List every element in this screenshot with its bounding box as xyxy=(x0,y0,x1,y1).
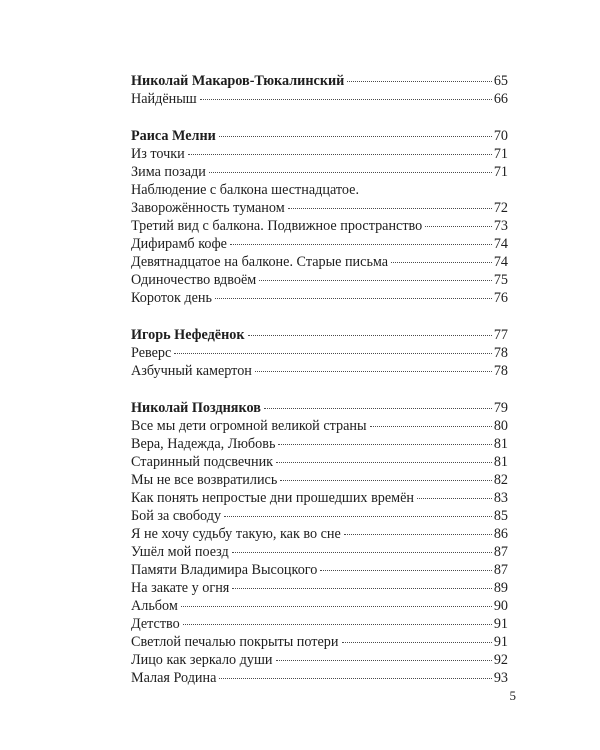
dot-leader xyxy=(183,624,492,625)
dot-leader xyxy=(232,588,491,589)
page-ref: 80 xyxy=(493,418,508,434)
dot-leader xyxy=(347,81,491,82)
entry-title: Азбучный камертон xyxy=(131,363,252,379)
toc-author-entry xyxy=(131,326,508,344)
dot-leader xyxy=(224,516,492,517)
entry-title: Найдёныш xyxy=(131,91,197,107)
entry-title: Памяти Владимира Высоцкого xyxy=(131,562,318,578)
page-number: 5 xyxy=(509,688,516,703)
page-ref: 89 xyxy=(493,580,508,596)
entry-title: Светлой печалью покрыты потери xyxy=(131,634,339,650)
toc-entry xyxy=(131,597,508,615)
toc-entry xyxy=(131,435,508,453)
dot-leader xyxy=(259,280,492,281)
entry-title: Альбом xyxy=(131,598,178,614)
author-name: Николай Поздняков xyxy=(131,400,261,416)
dot-leader xyxy=(417,498,492,499)
page-ref: 91 xyxy=(493,616,508,632)
toc-entry xyxy=(131,271,508,289)
page-ref: 70 xyxy=(493,128,508,144)
page-ref: 87 xyxy=(493,544,508,560)
entry-title: Одиночество вдвоём xyxy=(131,272,257,288)
page-ref: 81 xyxy=(493,454,508,470)
toc-entry xyxy=(131,90,508,108)
toc-entry xyxy=(131,669,508,687)
entry-title: Малая Родина xyxy=(131,670,217,686)
author-name: Раиса Мелни xyxy=(131,128,216,144)
author-name: Игорь Нефедёнок xyxy=(131,327,245,343)
entry-title: Из точки xyxy=(131,146,185,162)
dot-leader xyxy=(219,136,492,137)
entry-title: Дифирамб кофе xyxy=(131,236,227,252)
page-ref: 86 xyxy=(493,526,508,542)
dot-leader xyxy=(344,534,492,535)
page-ref: 78 xyxy=(493,363,508,379)
toc-section xyxy=(131,326,508,380)
toc-entry xyxy=(131,489,508,507)
entry-title: Все мы дети огромной великой страны xyxy=(131,418,367,434)
page-ref: 75 xyxy=(493,272,508,288)
page-ref: 72 xyxy=(493,200,508,216)
page-ref: 76 xyxy=(493,290,508,306)
toc-author-entry xyxy=(131,72,508,90)
toc-entry xyxy=(131,543,508,561)
page-ref: 87 xyxy=(493,562,508,578)
toc-entry xyxy=(131,235,508,253)
entry-title: Наблюдение с балкона шестнадцатое. xyxy=(131,182,360,198)
entry-title: Лицо как зеркало души xyxy=(131,652,273,668)
dot-leader xyxy=(320,570,491,571)
toc-entry xyxy=(131,453,508,471)
dot-leader xyxy=(209,172,492,173)
dot-leader xyxy=(264,408,492,409)
toc-entry xyxy=(131,525,508,543)
page-ref: 81 xyxy=(493,436,508,452)
page-ref: 74 xyxy=(493,236,508,252)
entry-title: Короток день xyxy=(131,290,212,306)
dot-leader xyxy=(188,154,492,155)
entry-title: Мы не все возвратились xyxy=(131,472,278,488)
dot-leader xyxy=(276,660,492,661)
entry-title: На закате у огня xyxy=(131,580,230,596)
author-name: Николай Макаров-Тюкалинский xyxy=(131,73,345,89)
page-ref: 73 xyxy=(493,218,508,234)
dot-leader xyxy=(370,426,492,427)
toc-author-entry xyxy=(131,127,508,145)
entry-title: Как понять непростые дни прошедших времён xyxy=(131,490,415,506)
toc-entry xyxy=(131,253,508,271)
toc-entry xyxy=(131,163,508,181)
entry-title: Вера, Надежда, Любовь xyxy=(131,436,276,452)
dot-leader xyxy=(278,444,491,445)
page-ref: 71 xyxy=(493,164,508,180)
entry-title: Бой за свободу xyxy=(131,508,222,524)
dot-leader xyxy=(181,606,492,607)
page-ref: 79 xyxy=(493,400,508,416)
toc-entry xyxy=(131,289,508,307)
toc-entry xyxy=(131,362,508,380)
entry-title: Третий вид с балкона. Подвижное пространство xyxy=(131,218,423,234)
dot-leader xyxy=(219,678,491,679)
toc-entry xyxy=(131,633,508,651)
entry-title: Девятнадцатое на балконе. Старые письма xyxy=(131,254,389,270)
toc-entry xyxy=(131,507,508,525)
page-ref: 66 xyxy=(493,91,508,107)
entry-title: Я не хочу судьбу такую, как во сне xyxy=(131,526,341,542)
dot-leader xyxy=(174,353,492,354)
dot-leader xyxy=(276,462,492,463)
toc-entry xyxy=(131,344,508,362)
page-ref: 93 xyxy=(493,670,508,686)
toc-entry xyxy=(131,561,508,579)
page-ref: 91 xyxy=(493,634,508,650)
entry-title: Реверс xyxy=(131,345,172,361)
toc-entry xyxy=(131,145,508,163)
toc-entry xyxy=(131,181,508,199)
toc-entry xyxy=(131,651,508,669)
dot-leader xyxy=(200,99,492,100)
entry-title: Зима позади xyxy=(131,164,206,180)
toc-section xyxy=(131,72,508,108)
page-ref: 74 xyxy=(493,254,508,270)
table-of-contents xyxy=(131,72,508,706)
page-ref: 85 xyxy=(493,508,508,524)
dot-leader xyxy=(391,262,492,263)
page-ref: 90 xyxy=(493,598,508,614)
entry-title: Детство xyxy=(131,616,180,632)
dot-leader xyxy=(280,480,491,481)
page-ref: 82 xyxy=(493,472,508,488)
dot-leader xyxy=(425,226,492,227)
toc-author-entry xyxy=(131,399,508,417)
toc-entry xyxy=(131,417,508,435)
toc-entry xyxy=(131,199,508,217)
page-ref: 92 xyxy=(493,652,508,668)
dot-leader xyxy=(248,335,492,336)
toc-entry xyxy=(131,615,508,633)
dot-leader xyxy=(215,298,492,299)
entry-title: Старинный подсвечник xyxy=(131,454,274,470)
toc-section xyxy=(131,399,508,687)
entry-title: Ушёл мой поезд xyxy=(131,544,229,560)
page-ref: 83 xyxy=(493,490,508,506)
dot-leader xyxy=(288,208,492,209)
page-ref: 71 xyxy=(493,146,508,162)
page-ref: 65 xyxy=(493,73,508,89)
dot-leader xyxy=(232,552,492,553)
toc-entry xyxy=(131,579,508,597)
dot-leader xyxy=(230,244,492,245)
toc-section xyxy=(131,127,508,307)
page-ref: 78 xyxy=(493,345,508,361)
toc-entry xyxy=(131,217,508,235)
dot-leader xyxy=(342,642,492,643)
page-ref: 77 xyxy=(493,327,508,343)
dot-leader xyxy=(255,371,492,372)
entry-title: Заворожённость туманом xyxy=(131,200,285,216)
toc-entry xyxy=(131,471,508,489)
